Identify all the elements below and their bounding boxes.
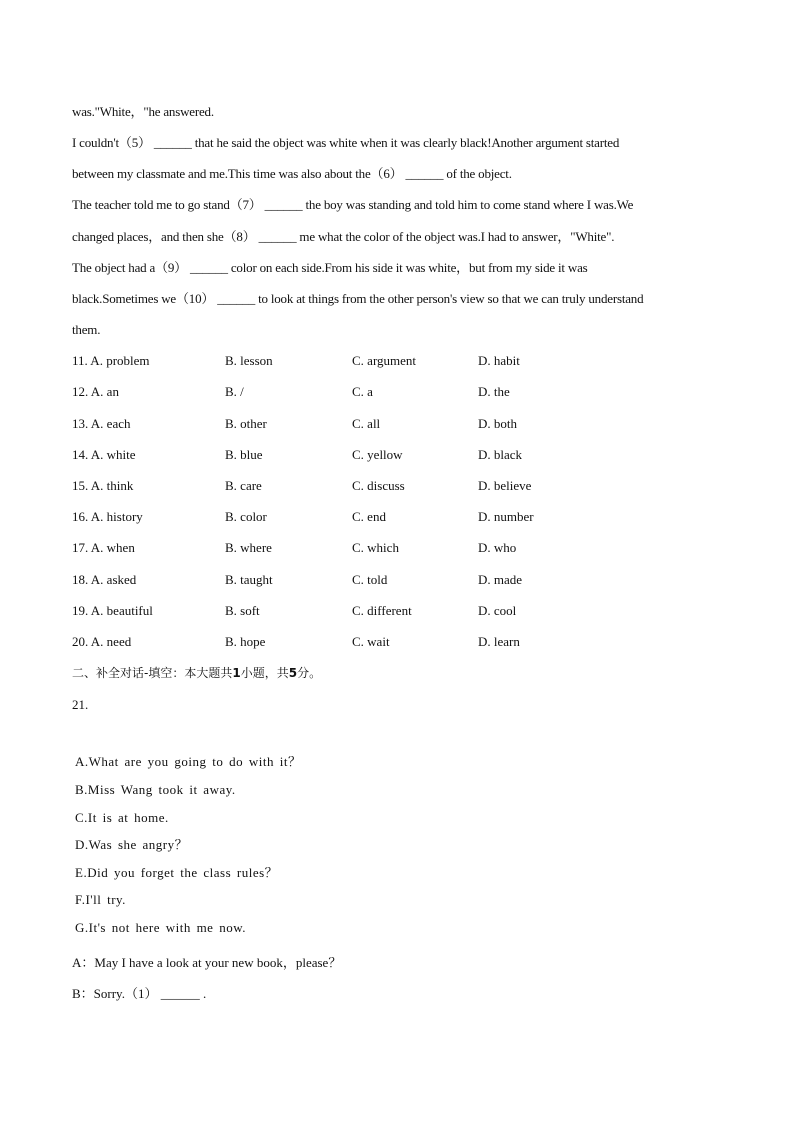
section-heading-prefix: 二、补全对话-填空：本大题共 <box>72 666 233 680</box>
question-row <box>72 384 712 400</box>
question-option-c: C. argument <box>352 353 417 368</box>
question-option-b: B. / <box>225 384 244 399</box>
passage-line: between my classmate and me.This time was also about the（6） ______ of the object. <box>72 166 512 181</box>
question-number: 20. A. <box>72 634 104 649</box>
question-option-d: D. believe <box>478 478 532 493</box>
question-row <box>72 603 712 619</box>
section-heading <box>72 665 321 681</box>
question-option-a <box>72 572 136 588</box>
option-sentence: B.Miss Wang took it away. <box>75 782 236 797</box>
question-option-a <box>72 603 153 619</box>
option-sentence: A.What are you going to do with it？ <box>75 754 302 769</box>
option-a-text: asked <box>106 572 137 587</box>
question-option-d: D. made <box>478 572 523 587</box>
question-row <box>72 572 712 588</box>
question-row <box>72 540 712 556</box>
option-sentence: F.I'll try. <box>75 892 126 907</box>
question-option-d: D. both <box>478 416 517 431</box>
option-a-text: need <box>106 634 132 649</box>
option-sentence: E.Did you forget the class rules？ <box>75 865 279 880</box>
question-option-c: C. all <box>352 416 381 431</box>
question-option-a <box>72 540 135 556</box>
question-number: 19. A. <box>72 603 104 618</box>
question-number-21: 21. <box>72 697 89 712</box>
passage-line: was."White，"he answered. <box>72 104 214 119</box>
question-option-d: D. cool <box>478 603 517 618</box>
question-number: 11. A. <box>72 353 103 368</box>
question-number: 17. A. <box>72 540 104 555</box>
question-option-a <box>72 353 150 369</box>
passage-line: black.Sometimes we（10） ______ to look at things from the other person's view so that we can truly understand <box>72 291 644 306</box>
question-option-c: C. discuss <box>352 478 405 493</box>
question-number: 15. A. <box>72 478 104 493</box>
question-option-a <box>72 416 130 432</box>
passage-line: them. <box>72 322 101 337</box>
dialogue-line: B：Sorry.（1） ______ . <box>72 986 207 1001</box>
option-a-text: an <box>106 384 119 399</box>
option-a-text: white <box>106 447 136 462</box>
question-option-a <box>72 634 131 650</box>
option-a-text: when <box>106 540 135 555</box>
question-option-c: C. wait <box>352 634 390 649</box>
section-question-count: 1 <box>232 666 241 680</box>
question-row <box>72 353 712 369</box>
option-a-text: problem <box>106 353 150 368</box>
question-option-b: B. soft <box>225 603 260 618</box>
question-option-d: D. black <box>478 447 523 462</box>
question-option-a <box>72 384 119 400</box>
question-option-b: B. lesson <box>225 353 273 368</box>
question-option-d: D. habit <box>478 353 520 368</box>
question-option-c: C. told <box>352 572 388 587</box>
question-option-a <box>72 478 133 494</box>
passage-line: The teacher told me to go stand（7） ______ the boy was standing and told him to come stand where I was.We <box>72 197 634 212</box>
question-number: 13. A. <box>72 416 104 431</box>
question-option-b: B. taught <box>225 572 273 587</box>
section-heading-suffix: 分。 <box>297 666 322 680</box>
question-option-d: D. the <box>478 384 510 399</box>
option-a-text: think <box>106 478 134 493</box>
question-row <box>72 416 712 432</box>
question-option-c: C. end <box>352 509 386 524</box>
question-option-b: B. color <box>225 509 267 524</box>
question-option-c: C. which <box>352 540 399 555</box>
question-option-b: B. hope <box>225 634 266 649</box>
question-option-d: D. who <box>478 540 517 555</box>
option-sentence: G.It's not here with me now. <box>75 920 246 935</box>
question-number: 18. A. <box>72 572 104 587</box>
question-row <box>72 447 712 463</box>
option-sentence: C.It is at home. <box>75 810 169 825</box>
question-option-b: B. blue <box>225 447 263 462</box>
passage-line: I couldn't（5） ______ that he said the object was white when it was clearly black!Another argument started <box>72 135 620 150</box>
question-option-a <box>72 509 143 525</box>
question-row <box>72 478 712 494</box>
question-option-c: C. a <box>352 384 373 399</box>
question-option-b: B. where <box>225 540 272 555</box>
question-option-b: B. care <box>225 478 262 493</box>
question-option-b: B. other <box>225 416 267 431</box>
question-option-c: C. different <box>352 603 412 618</box>
section-points: 5 <box>288 666 298 680</box>
passage-line: The object had a（9） ______ color on each side.From his side it was white，but from my side it was <box>72 260 588 275</box>
question-option-a <box>72 447 136 463</box>
question-number: 16. A. <box>72 509 104 524</box>
question-option-d: D. number <box>478 509 534 524</box>
option-a-text: each <box>106 416 131 431</box>
question-row <box>72 509 712 525</box>
option-a-text: history <box>106 509 143 524</box>
dialogue-line: A：May I have a look at your new book，please？ <box>72 955 342 970</box>
option-sentence: D.Was she angry？ <box>75 837 189 852</box>
question-number: 14. A. <box>72 447 104 462</box>
option-a-text: beautiful <box>106 603 153 618</box>
passage-line: changed places，and then she（8） ______ me what the color of the object was.I had to answer，"White". <box>72 229 615 244</box>
question-number: 12. A. <box>72 384 104 399</box>
section-heading-mid: 小题，共 <box>240 666 289 680</box>
question-row <box>72 634 712 650</box>
question-option-d: D. learn <box>478 634 520 649</box>
question-option-c: C. yellow <box>352 447 403 462</box>
